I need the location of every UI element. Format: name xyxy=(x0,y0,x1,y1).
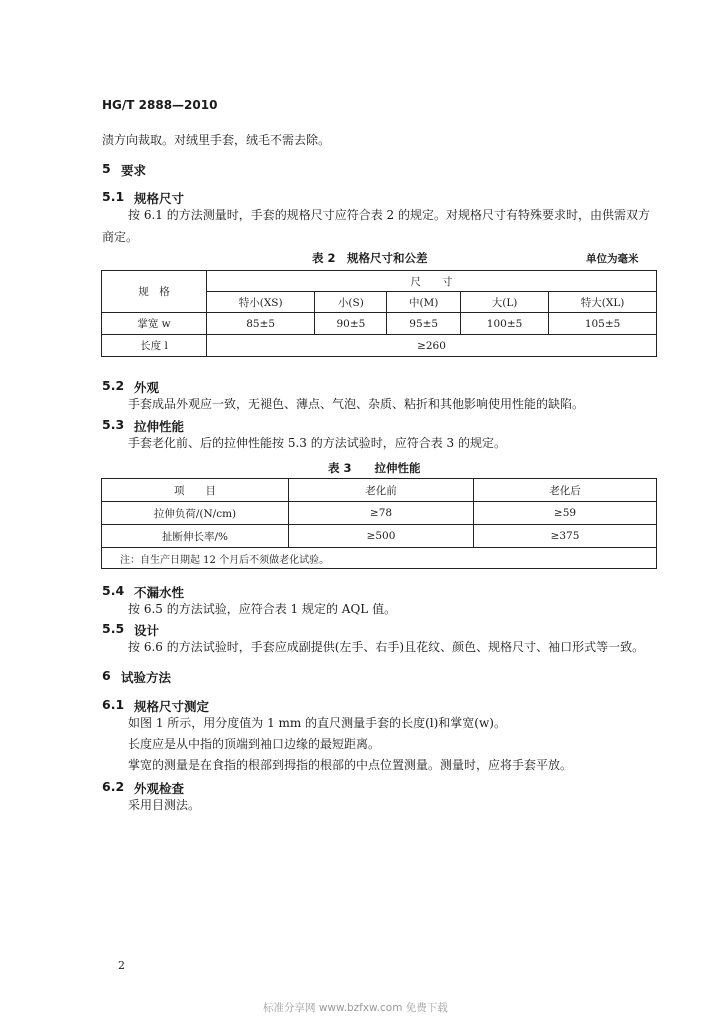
table-2-caption: 表 2 规格尺寸和公差 xyxy=(312,251,428,265)
table-row xyxy=(102,525,657,548)
table-2 xyxy=(101,270,657,357)
table-2-width-s: 90±5 xyxy=(315,313,387,335)
table-2-size-header: 尺 寸 xyxy=(207,271,657,292)
section-5-4-text: 按 6.5 的方法试验，应符合表 1 规定的 AQL 值。 xyxy=(128,602,397,616)
table-3-row-2-item: 扯断伸长率/% xyxy=(102,525,289,548)
section-5-1-text-line1: 按 6.1 的方法测量时，手套的规格尺寸应符合表 2 的规定。对规格尺寸有特殊要求时，由供需双方 xyxy=(128,208,650,222)
table-3 xyxy=(101,478,657,569)
section-5-5-title: 设计 xyxy=(134,623,160,638)
section-6-1-text-line1: 如图 1 所示，用分度值为 1 mm 的直尺测量手套的长度(l)和掌宽(w)。 xyxy=(128,716,506,730)
table-3-header-after: 老化后 xyxy=(474,479,657,502)
section-5-1-title: 规格尺寸 xyxy=(134,191,185,206)
section-6-2-title: 外观检查 xyxy=(134,781,185,796)
section-5-3-text: 手套老化前、后的拉伸性能按 5.3 的方法试验时，应符合表 3 的规定。 xyxy=(128,436,506,450)
section-6-1-text-line2: 长度应是从中指的顶端到袖口边缘的最短距离。 xyxy=(128,737,381,751)
section-5-3-number: 5.3 xyxy=(102,417,125,432)
section-5-3-title: 拉伸性能 xyxy=(134,419,185,434)
table-3-header-item: 项 目 xyxy=(102,479,289,502)
section-6-1-number: 6.1 xyxy=(102,697,125,712)
section-5-5-number: 5.5 xyxy=(102,621,125,636)
paragraph-continued: 渍方向裁取。对绒里手套，绒毛不需去除。 xyxy=(102,133,331,147)
section-6-1-title: 规格尺寸测定 xyxy=(134,699,210,714)
section-5-1-number: 5.1 xyxy=(102,189,125,204)
table-row xyxy=(102,502,657,525)
table-2-width-xl: 105±5 xyxy=(549,313,657,335)
table-2-width-label: 掌宽 w xyxy=(102,313,207,335)
table-3-row-1-item: 拉伸负荷/(N/cm) xyxy=(102,502,289,525)
page-number: 2 xyxy=(118,959,125,972)
section-5-2-text: 手套成品外观应一致，无褪色、薄点、气泡、杂质、粘折和其他影响使用性能的缺陷。 xyxy=(128,397,585,411)
table-2-size-xl: 特大(XL) xyxy=(549,292,657,313)
table-3-caption: 表 3 拉伸性能 xyxy=(328,461,421,475)
table-3-header-before: 老化前 xyxy=(289,479,474,502)
section-5-title: 要求 xyxy=(121,163,147,178)
section-5-2-title: 外观 xyxy=(134,380,160,395)
table-2-spec-label: 规 格 xyxy=(102,271,207,313)
table-3-row-2-before: ≥500 xyxy=(289,525,474,548)
section-5-2-number: 5.2 xyxy=(102,378,125,393)
section-5-4-number: 5.4 xyxy=(102,583,125,598)
table-2-unit: 单位为毫米 xyxy=(586,253,639,265)
table-2-length-value: ≥260 xyxy=(207,335,657,357)
table-2-size-m: 中(M) xyxy=(387,292,461,313)
section-6-2-text: 采用目测法。 xyxy=(128,798,201,812)
section-6-title: 试验方法 xyxy=(121,670,172,685)
section-5-4-title: 不漏水性 xyxy=(134,585,185,600)
section-6-1-text-line3: 掌宽的测量是在食指的根部到拇指的根部的中点位置测量。测量时，应将手套平放。 xyxy=(128,758,573,772)
table-2-width-l: 100±5 xyxy=(460,313,548,335)
table-3-row-2-after: ≥375 xyxy=(474,525,657,548)
table-2-width-xs: 85±5 xyxy=(207,313,315,335)
section-5-number: 5 xyxy=(102,161,111,176)
table-2-width-m: 95±5 xyxy=(387,313,461,335)
table-2-length-label: 长度 l xyxy=(102,335,207,357)
table-3-row-1-after: ≥59 xyxy=(474,502,657,525)
table-3-note: 注：自生产日期起 12 个月后不须做老化试验。 xyxy=(102,548,657,569)
site-watermark: 标准分享网 www.bzfxw.com 免费下载 xyxy=(263,1002,448,1014)
table-2-size-l: 大(L) xyxy=(460,292,548,313)
table-2-size-xs: 特小(XS) xyxy=(207,292,315,313)
table-2-size-s: 小(S) xyxy=(315,292,387,313)
section-5-1-text-line2: 商定。 xyxy=(102,230,139,244)
section-5-5-text: 按 6.6 的方法试验时，手套应成副提供(左手、右手)且花纹、颜色、规格尺寸、袖口形式等一致。 xyxy=(128,640,645,654)
standard-number: HG/T 2888—2010 xyxy=(102,98,218,112)
section-6-number: 6 xyxy=(102,668,111,683)
section-6-2-number: 6.2 xyxy=(102,779,125,794)
table-3-row-1-before: ≥78 xyxy=(289,502,474,525)
